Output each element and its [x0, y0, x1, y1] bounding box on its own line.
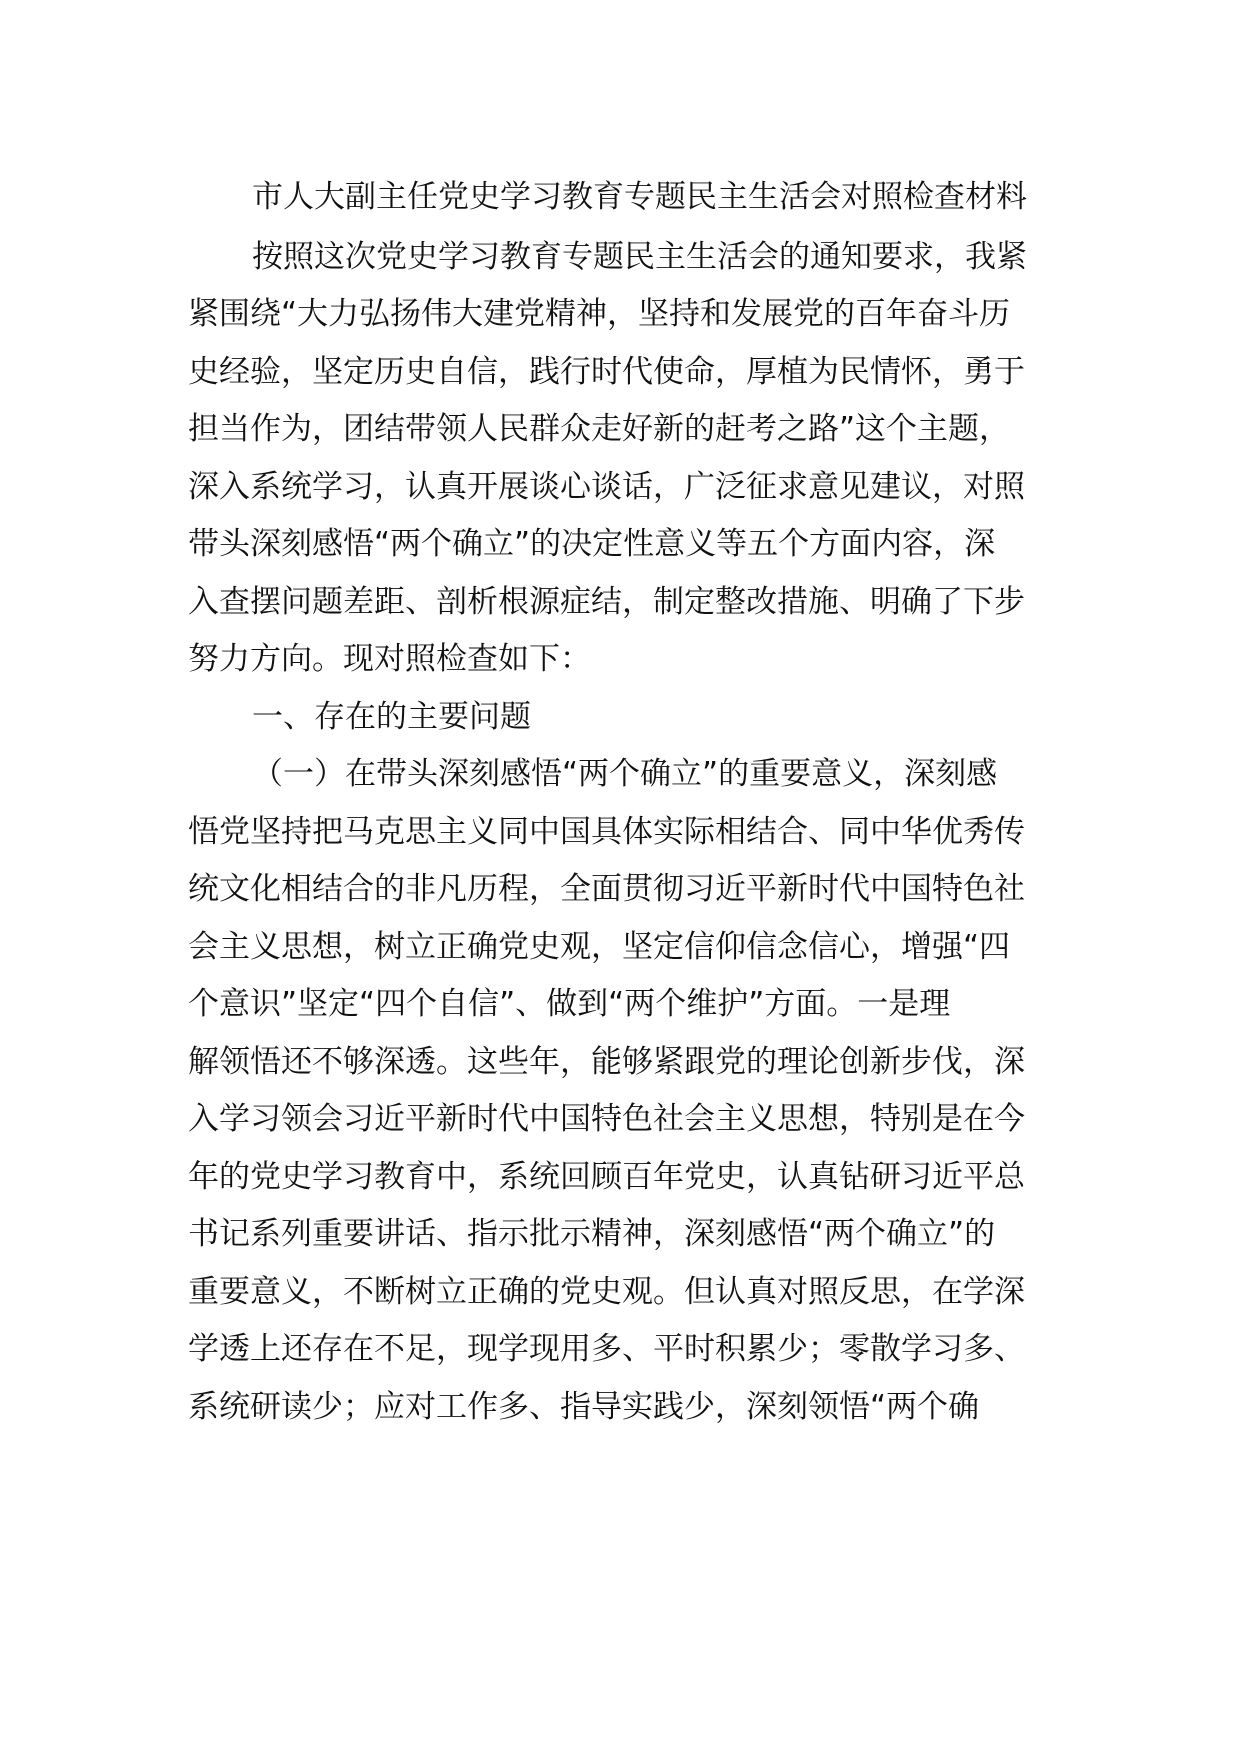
paragraph-line: 按照这次党史学习教育专题民主生活会的通知要求，我紧 — [252, 239, 1027, 275]
paragraph-line: 系统研读少；应对工作多、指导实践少，深刻领悟“两个确 — [188, 1389, 980, 1425]
paragraph-line: 担当作为，团结带领人民群众走好新的赶考之路”这个主题， — [188, 411, 1011, 447]
paragraph-line: 统文化相结合的非凡历程，全面贯彻习近平新时代中国特色社 — [188, 871, 1025, 907]
paragraph-line: 解领悟还不够深透。这些年，能够紧跟党的理论创新步伐，深 — [188, 1044, 1025, 1080]
paragraph-line: 书记系列重要讲话、指示批示精神，深刻感悟“两个确立”的 — [188, 1216, 996, 1252]
paragraph-line: 带头深刻感悟“两个确立”的决定性意义等五个方面内容，深 — [188, 526, 996, 562]
paragraph-line: 会主义思想，树立正确党史观，坚定信仰信念信心，增强“四 — [188, 929, 1011, 965]
paragraph-line: 悟党坚持把马克思主义同中国具体实际相结合、同中华优秀传 — [188, 814, 1025, 850]
paragraph-line: 史经验，坚定历史自信，践行时代使命，厚植为民情怀，勇于 — [188, 354, 1025, 390]
paragraph-line: 入学习领会习近平新时代中国特色社会主义思想，特别是在今 — [188, 1101, 1025, 1137]
paragraph-line: 个意识”坚定“四个自信”、做到“两个维护”方面。一是理 — [188, 986, 951, 1022]
paragraph-line: （一）在带头深刻感悟“两个确立”的重要意义，深刻感 — [252, 756, 998, 792]
paragraph-line: 年的党史学习教育中，系统回顾百年党史，认真钻研习近平总 — [188, 1159, 1025, 1195]
paragraph-line: 入查摆问题差距、剖析根源症结，制定整改措施、明确了下步 — [188, 584, 1025, 620]
paragraph-line: 深入系统学习，认真开展谈心谈话，广泛征求意见建议，对照 — [188, 469, 1025, 505]
document-title: 市人大副主任党史学习教育专题民主生活会对照检查材料 — [252, 179, 1027, 215]
section-heading: 一、存在的主要问题 — [252, 699, 531, 735]
paragraph-line: 努力方向。现对照检查如下： — [188, 641, 591, 677]
paragraph-line: 重要意义，不断树立正确的党史观。但认真对照反思，在学深 — [188, 1274, 1025, 1310]
paragraph-line: 学透上还存在不足，现学现用多、平时积累少；零散学习多、 — [188, 1331, 1025, 1367]
paragraph-line: 紧围绕“大力弘扬伟大建党精神，坚持和发展党的百年奋斗历 — [188, 296, 1011, 332]
